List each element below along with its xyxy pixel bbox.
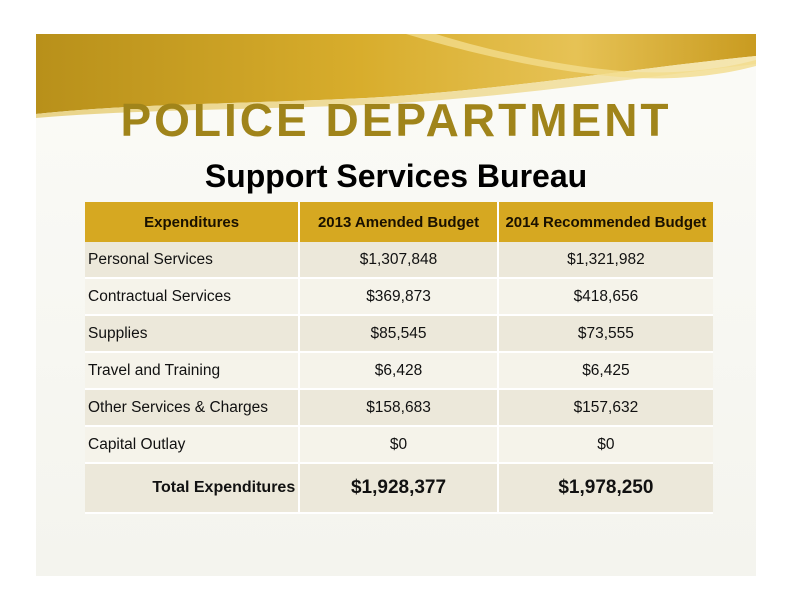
table-header-row bbox=[85, 202, 713, 242]
row-2013-value: $85,545 bbox=[299, 315, 498, 352]
page-title: POLICE DEPARTMENT bbox=[120, 94, 672, 146]
row-2014-value: $0 bbox=[498, 426, 713, 463]
column-header-2014-budget: 2014 Recommended Budget bbox=[498, 202, 713, 242]
row-label: Supplies bbox=[85, 315, 299, 352]
row-label: Other Services & Charges bbox=[85, 389, 299, 426]
row-2014-value: $157,632 bbox=[498, 389, 713, 426]
total-label: Total Expenditures bbox=[85, 463, 299, 513]
total-row bbox=[85, 463, 713, 513]
total-2014-value: $1,978,250 bbox=[498, 463, 713, 513]
table-row bbox=[85, 278, 713, 315]
row-2013-value: $0 bbox=[299, 426, 498, 463]
budget-table bbox=[85, 202, 713, 514]
row-2014-value: $6,425 bbox=[498, 352, 713, 389]
row-label: Contractual Services bbox=[85, 278, 299, 315]
slide bbox=[36, 34, 756, 576]
row-label: Personal Services bbox=[85, 242, 299, 278]
page-subtitle: Support Services Bureau bbox=[204, 158, 588, 194]
table-row bbox=[85, 242, 713, 278]
table-row bbox=[85, 352, 713, 389]
row-label: Capital Outlay bbox=[85, 426, 299, 463]
row-label: Travel and Training bbox=[85, 352, 299, 389]
total-2013-value: $1,928,377 bbox=[299, 463, 498, 513]
row-2014-value: $73,555 bbox=[498, 315, 713, 352]
row-2013-value: $6,428 bbox=[299, 352, 498, 389]
row-2014-value: $418,656 bbox=[498, 278, 713, 315]
column-header-expenditures: Expenditures bbox=[85, 202, 299, 242]
row-2013-value: $158,683 bbox=[299, 389, 498, 426]
row-2014-value: $1,321,982 bbox=[498, 242, 713, 278]
row-2013-value: $369,873 bbox=[299, 278, 498, 315]
column-header-2013-budget: 2013 Amended Budget bbox=[299, 202, 498, 242]
table-row bbox=[85, 389, 713, 426]
table-row bbox=[85, 426, 713, 463]
table-row bbox=[85, 315, 713, 352]
row-2013-value: $1,307,848 bbox=[299, 242, 498, 278]
